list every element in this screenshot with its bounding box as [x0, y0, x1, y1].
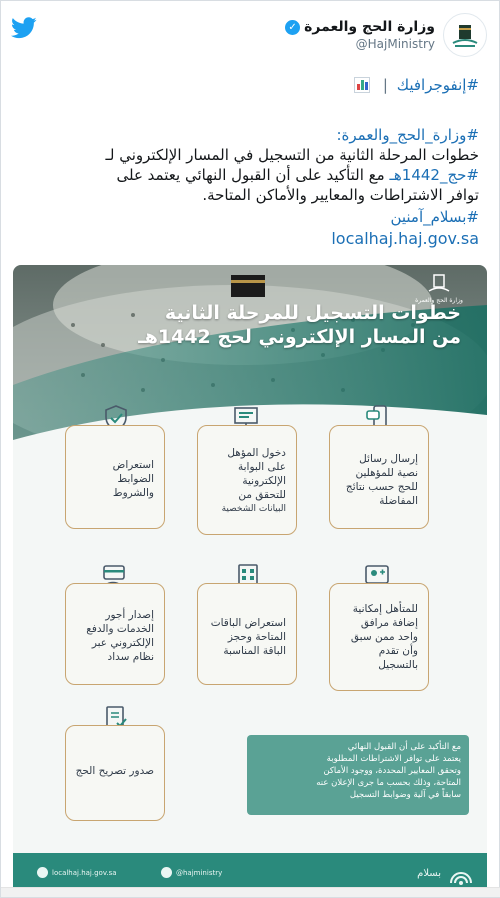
step-1-line-4: المفاضلة [379, 495, 418, 507]
step-3-line-2: الضوابط [117, 473, 154, 485]
tweet-link-line [19, 229, 479, 249]
display-name[interactable]: وزارة الحج والعمرة [304, 19, 435, 35]
step-2-line-5: البيانات الشخصية [221, 504, 286, 514]
hashtag-safe[interactable]: #بسلام_آمنين [390, 208, 479, 226]
footer-website [37, 867, 117, 878]
note-box [247, 735, 469, 815]
step-6-line-1: إصدار أجور [105, 609, 154, 621]
globe-icon [37, 867, 48, 878]
tweet-text-line-2: خطوات المرحلة الثانية من التسجيل في المسار الإلكتروني لـ [105, 146, 479, 164]
avatar[interactable] [443, 13, 487, 57]
step-4-line-3: واحد ممن سبق [350, 631, 418, 643]
footer-slogan: بسلام [417, 867, 441, 879]
tweet-link[interactable]: localhaj.haj.gov.sa [331, 229, 479, 248]
bar-chart-icon [354, 77, 370, 93]
note-line-5: سابقاً في آلية وضوابط التسجيل [349, 790, 461, 800]
step-card-4 [329, 583, 429, 691]
step-card-2 [197, 425, 297, 535]
step-4-line-4: وأن تقدم [378, 645, 418, 657]
tweet-text-line-5 [19, 207, 479, 227]
ministry-logo-icon [449, 19, 481, 51]
step-card-7 [65, 725, 165, 821]
infographic-title [138, 301, 461, 349]
social-icon [161, 867, 172, 878]
hashtag-infographic[interactable]: #إنفوجرافيك [396, 76, 479, 94]
footer-social-text: @hajministry [176, 868, 223, 877]
step-2-line-2: على البوابة [237, 461, 286, 473]
step-3-line-1: استعراض [112, 459, 154, 471]
step-2-line-4: للتحقق من [238, 489, 286, 501]
tweet-text-line-3 [19, 165, 479, 185]
step-4-line-5: بالتسجيل [378, 659, 418, 671]
step-card-3 [65, 425, 165, 529]
footer-logo [417, 859, 475, 887]
note-line-1: مع التأكيد على أن القبول النهائي [347, 742, 461, 752]
tweet-text-line-4: توافر الاشتراطات والمعايير والأماكن المتاحة. [202, 186, 479, 204]
step-5-line-2: المتاحة وحجز [227, 631, 286, 643]
step-4-line-1: للمتأهل إمكانية [352, 603, 418, 615]
hashtag-ministry[interactable]: #وزارة_الحج_والعمرة: [336, 126, 479, 144]
infographic-logo-text: وزارة الحج والعمرة [415, 297, 463, 304]
hashtag-hajj[interactable]: #حج_1442هـ [389, 166, 479, 184]
step-6-line-4: نظام سداد [107, 651, 154, 663]
separator: | [382, 76, 388, 94]
step-1-line-1: إرسال رسائل [359, 453, 418, 465]
slogan-arch-icon [447, 859, 475, 887]
tweet-text-continued: مع التأكيد على أن القبول النهائي يعتمد على [116, 166, 390, 184]
step-5-line-3: الباقة المناسبة [223, 645, 286, 657]
step-card-5 [197, 583, 297, 685]
tweet-author[interactable] [285, 13, 487, 57]
verified-badge-icon: ✓ [285, 20, 300, 35]
infographic-title-line-1: خطوات التسجيل للمرحلة الثانية [164, 302, 461, 324]
tweet-text-line-1 [19, 125, 479, 145]
ministry-emblem-icon [428, 273, 450, 293]
note-line-3: وتحقق المعايير المحددة، ووجود الأماكن [323, 766, 461, 776]
step-3-line-3: والشروط [112, 487, 154, 499]
user-handle[interactable]: @HajMinistry [355, 37, 435, 51]
footer-social [161, 867, 222, 878]
step-7-line-1: صدور تصريح الحج [75, 765, 154, 777]
step-4-line-2: إضافة مرافق [360, 617, 418, 629]
note-line-2: يعتمد على توافر الاشتراطات المطلوبة [326, 754, 461, 764]
step-1-line-3: للحج حسب نتائج [345, 481, 418, 493]
horizontal-scrollbar[interactable] [1, 887, 500, 897]
step-1-line-2: نصية للمؤهلين [355, 467, 418, 479]
infographic-title-line-2: من المسار الإلكتروني لحج 1442هـ [138, 326, 461, 348]
step-6-line-2: الخدمات والدفع [86, 623, 154, 635]
twitter-bird-icon[interactable] [11, 17, 37, 39]
step-card-1 [329, 425, 429, 529]
note-line-4: المتاحة، وذلك بحسب ما جرى الإعلان عنه [316, 778, 461, 788]
tweet-tag-line [19, 75, 479, 95]
step-2-line-1: دخول المؤهل [227, 447, 286, 459]
step-card-6 [65, 583, 165, 685]
infographic-image[interactable] [13, 265, 487, 897]
step-2-line-3: الإلكترونية [242, 475, 286, 487]
footer-website-text: localhaj.haj.gov.sa [52, 868, 117, 877]
step-6-line-3: الإلكتروني عبر [91, 637, 154, 649]
step-5-line-1: استعراض الباقات [210, 617, 286, 629]
